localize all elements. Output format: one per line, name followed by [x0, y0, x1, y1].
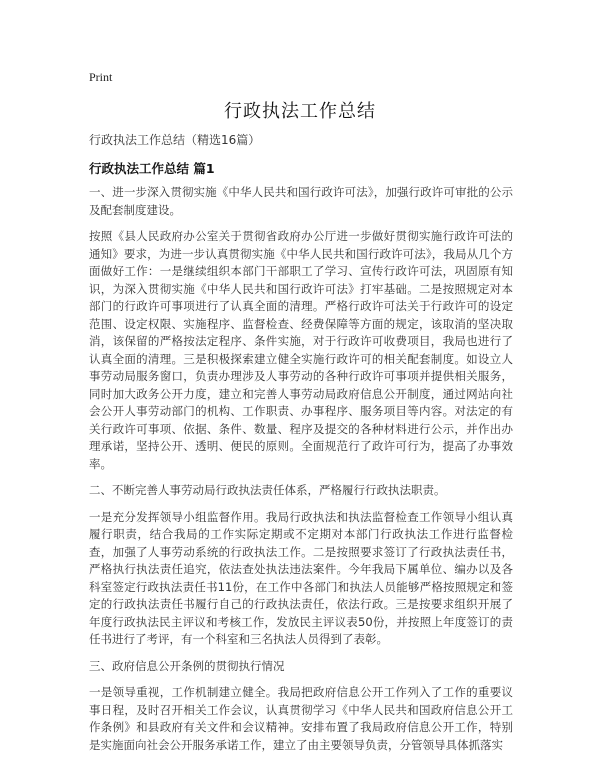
page-title: 行政执法工作总结: [224, 101, 376, 122]
paragraph: 一、进一步深入贯彻实施《中华人民共和国行政许可法》，加强行政许可审批的公示及配套制度建设。: [89, 185, 513, 217]
section-heading: 行政执法工作总结 篇1: [89, 161, 215, 176]
paragraph: 三、政府信息公开条例的贯彻执行情况: [89, 658, 285, 673]
paragraph: 一是领导重视，工作机制建立健全。我局把政府信息公开工作列入了工作的重要议事日程，及时召开相关工作会议，认真贯彻学习《中华人民共和国政府信息公开工作条例》和县政府有关文件和会议精神。安排布置了我局政府信息公开工作，特别是实施面向社会公开服务承诺工作，建立了由主要领导负责，分管领导具体抓落实: [89, 685, 513, 752]
paragraph: 按照《县人民政府办公室关于贯彻省政府办公厅进一步做好贯彻实施行政许可法的通知》要求，为进一步认真贯彻实施《中华人民共和国行政许可法》，我局从几个方面做好工作：一是继续组织本部门干部职工了学习、宣传行政许可法，巩固原有知识，为深入贯彻实施《中华人民共和国行政许可法》打牢基础。二是按照规定对本部门的行政许可事项进行了认真全面的清理。严格行政许可法关于行政许可的设定范围、设定权限、实施程序、监督检查、经费保障等方面的规定，该取消的坚决取消，该保留的严格按法定程序、条件实施，对于行政许可收费项目，我局也进行了认真全面的清理。三是积极探索建立健全实施行政许可的相关配套制度。如设立人事劳动局服务窗口，负责办理涉及人事劳动的各种行政许可事项并提供相关服务，同时加大政务公开力度，建立和完善人事劳动局政府信息公开制度，通过网站向社会公开人事劳动部门的机构、工作职责、办事程序、服务项目等内容。对法定的有关行政许可事项、依据、条件、数量、程序及提交的各种材料进行公示，并作出办理承诺，坚持公开、透明、便民的原则。全面规范行了政许可行为，提高了办事效率。: [89, 229, 513, 471]
print-link[interactable]: Print: [89, 70, 113, 84]
article-body: [89, 184, 513, 754]
paragraph: 一是充分发挥领导小组监督作用。我局行政执法和执法监督检查工作领导小组认真履行职责，结合我局的工作实际定期或不定期对本部门行政执法工作进行监督检查，加强了人事劳动系统的行政执法工作。二是按照要求签订了行政执法责任书，严格执行执法责任追究，依法查处执法违法案件。今年我局下属单位、编办以及各科室签定行政执法责任书11份，在工作中各部门和执法人员能够严格按照规定和签定的行政执法责任书履行自己的行政执法责任，依法行政。三是按要求组织开展了年度行政执法民主评议和考核工作，发放民主评议表50份，并按照上年度签订的责任书进行了考评，有一个科室和三名执法人员得到了表彰。: [89, 509, 513, 646]
document-subtitle: 行政执法工作总结（精选16篇）: [89, 133, 261, 147]
paragraph: 二、不断完善人事劳动局行政执法责任体系，严格履行行政执法职责。: [89, 483, 446, 497]
